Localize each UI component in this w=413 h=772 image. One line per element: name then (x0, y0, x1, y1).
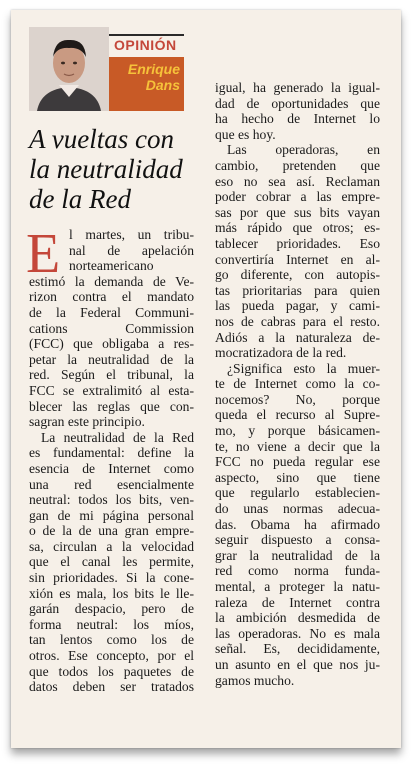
text-line: de la Federal Communi- (29, 304, 194, 320)
text-line: más rápido que otros; es- (215, 220, 380, 236)
text-line: dad de oportunidades que (215, 95, 380, 111)
text-line: FCC se extralimitó al esta- (29, 382, 194, 398)
text-line: nocemos? No, porque (215, 391, 380, 407)
text-line: queda el recurso al Supre- (215, 407, 380, 423)
headline-line: de la Red (29, 184, 131, 214)
headline-line: la neutralidad (29, 154, 183, 184)
text-line: una red esencialmente (29, 476, 194, 492)
text-line: otros. Ese concepto, por el (29, 648, 194, 664)
text-line: sa, circulan a la velocidad (29, 538, 194, 554)
text-line: es fundamental: define la (29, 445, 194, 461)
article-headline (29, 124, 194, 214)
text-line: las operadoras. No es mala (215, 625, 380, 641)
text-line: convertiría Internet en al- (215, 251, 380, 267)
text-line: Las operadoras, en (227, 142, 380, 158)
text-line: blecer las reglas que con- (29, 398, 194, 414)
author-last-name: Dans (145, 77, 180, 93)
text-line: aspecto, sino que tiene (215, 469, 380, 485)
text-line: (FCC) que obligaba a res- (29, 336, 194, 352)
text-line: te de Internet como la co- (215, 376, 380, 392)
text-line: te, no viene a decir que la (215, 438, 380, 454)
text-line: red como norma funda- (215, 563, 380, 579)
text-line: esencia de Internet como (29, 460, 194, 476)
text-line: tan lentos como los de (29, 632, 194, 648)
text-line: xión es mala, los bits le lle- (29, 585, 194, 601)
text-line: cations Commission (29, 320, 194, 336)
author-photo (29, 27, 109, 111)
author-portrait-icon (29, 27, 109, 111)
text-line: que el canal les permite, (29, 554, 194, 570)
text-line: las pueda pagar, y cami- (215, 298, 380, 314)
text-line: neutral: todos los bits, ven- (29, 492, 194, 508)
column-right-lines (215, 80, 380, 688)
text-line: o de la de una gran empre- (29, 523, 194, 539)
text-line: sin prioridades. Si la cone- (29, 570, 194, 586)
article-column-right (215, 80, 380, 688)
text-line: petar la neutralidad de la (29, 351, 194, 367)
text-line: seguir dispuesto a consa- (215, 532, 380, 548)
text-line: do unas normas adecua- (215, 501, 380, 517)
text-line: garán despacio, pero de (29, 601, 194, 617)
text-line: ha hecho de Internet lo (215, 111, 380, 127)
text-line: FCC no pueda regular ese (215, 454, 380, 470)
text-line: que es hoy. (215, 126, 276, 142)
text-line: nal de apelación (69, 242, 194, 258)
text-line: mocratizadora de la red. (215, 345, 347, 361)
text-line: go diferente, con autopis- (215, 267, 380, 283)
text-line: que regularlo establecien- (215, 485, 380, 501)
text-line: que todos los paquetes de (29, 663, 194, 679)
text-line: gan de mi página personal (29, 507, 194, 523)
text-line: igual, ha generado la igual- (215, 80, 380, 95)
column-left-lines (29, 227, 194, 695)
text-line: mo, y porque básicamen- (215, 423, 380, 439)
text-line: norteamericano (69, 258, 154, 274)
text-line: Adiós a la naturaleza de- (215, 329, 380, 345)
text-line: un asunto en el que nos ju- (215, 656, 380, 672)
text-line: rizon contra el mandato (29, 289, 194, 305)
text-line: eso no sea así. Reclaman (215, 173, 380, 189)
author-name-box (109, 57, 184, 111)
text-line: red. Según el tribunal, la (29, 367, 194, 383)
text-line: La neutralidad de la Red (41, 429, 194, 445)
text-line: poder cobrar a las empre- (215, 189, 380, 205)
author-first-name: Enrique (127, 61, 180, 77)
text-line: raleza de Internet contra (215, 594, 380, 610)
text-line: grar la neutralidad de la (215, 547, 380, 563)
section-label: OPINIÓN (114, 37, 177, 53)
text-line: sas por que sus bits vayan (215, 204, 380, 220)
text-line: estimó la demanda de Ve- (29, 273, 194, 289)
author-header (29, 27, 184, 111)
article-column-left (26, 223, 194, 695)
text-line: datos deben ser tratados (29, 679, 194, 695)
text-line: cambio, pretenden que (215, 157, 380, 173)
text-line: nos de cabras para el resto. (215, 313, 380, 329)
text-line: forma neutral: los míos, (29, 616, 194, 632)
text-line: sagran este principio. (29, 414, 145, 430)
headline-line: A vueltas con (29, 124, 174, 154)
text-line: la ambición desmedida de (215, 610, 380, 626)
drop-cap: E (26, 223, 61, 285)
text-line: das. Obama ha afirmado (215, 516, 380, 532)
text-line: señal. Es, decididamente, (215, 641, 380, 657)
text-line: tas prioritarias para quien (215, 282, 380, 298)
text-line: ¿Significa esto la muer- (227, 360, 380, 376)
text-line: l martes, un tribu- (69, 227, 194, 242)
text-line: gamos mucho. (215, 672, 295, 688)
text-line: tablecer prioridades. Eso (215, 235, 380, 251)
text-line: mental, a proteger la natu- (215, 579, 380, 594)
